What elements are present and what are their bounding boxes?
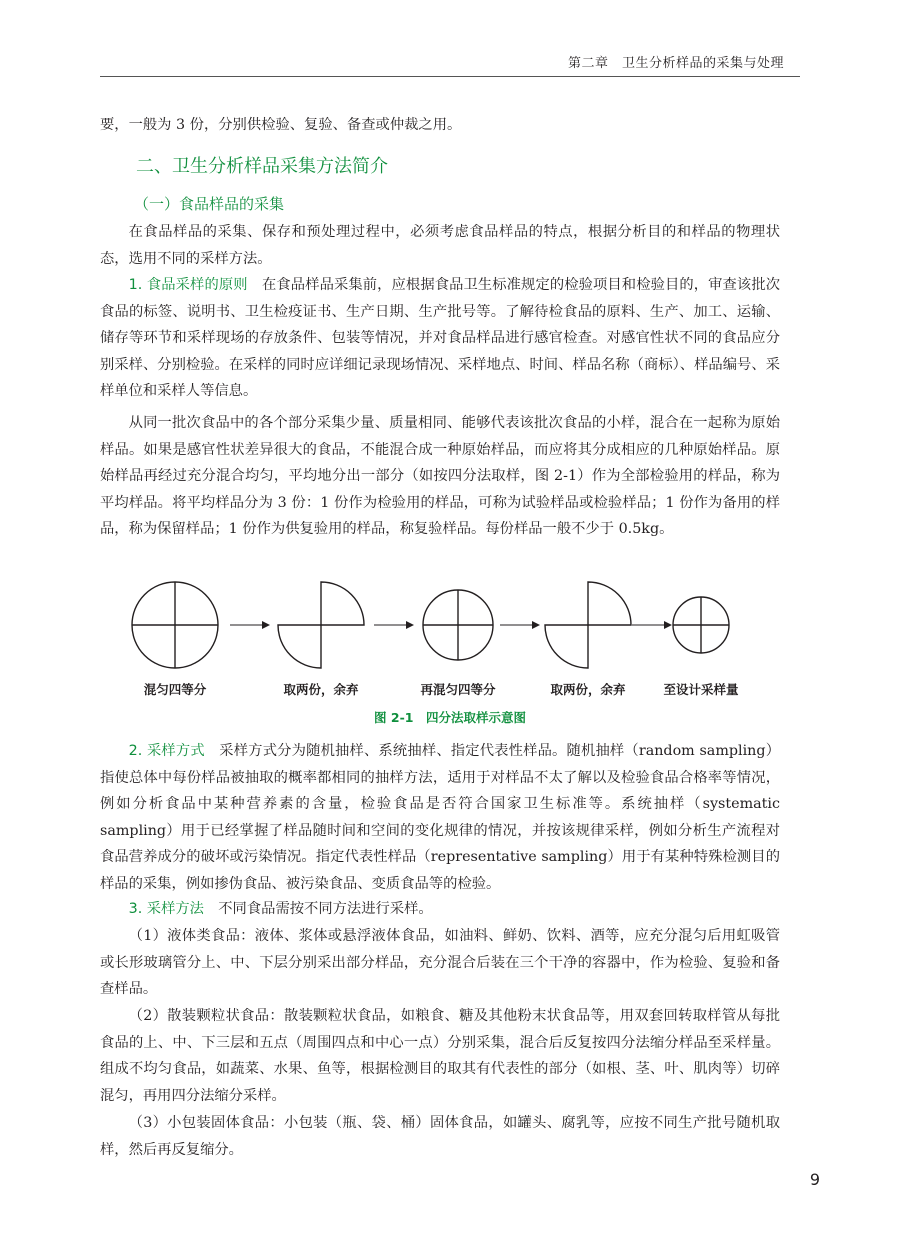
header-divider <box>100 76 800 77</box>
chapter-title: 第二章 卫生分析样品的采集与处理 <box>567 56 784 71</box>
step-label-5: 至设计采样量 <box>663 682 739 697</box>
quartering-diagram <box>0 580 900 690</box>
paragraph-text: 采样方式分为随机抽样、系统抽样、指定代表性样品。随机抽样（random sampling）指使总体中每份样品被抽取的概率都相同的抽样方法，适用于对样品不太了解以及检验食品合格率等情况，例如分析食品中某种营养素的含量，检验食品是否符合国家卫生标准等。系统抽样（systematic sampling）用于已经掌握了样品随时间和空间的变化规律的情况，并按该规律采样，例如分析生产流程对食品营养成分的破坏或污染情况。指定代表性样品（representative sampling）用于有某种特殊检测目的样品的采集，例如掺伪食品、被污染食品、变质食品等的检验。 <box>100 743 781 892</box>
paragraph-original-sample: 从同一批次食品中的各个部分采集少量、质量相同、能够代表该批次食品的小样，混合在一起称为原始样品。如果是感官性状差异很大的食品，不能混合成一种原始样品，而应将其分成相应的几种原始样品。原始样品再经过充分混合均匀，平均地分出一部分（如按四分法取样，图 2-1）作为全部检验用的样品，称为平均样品。将平均样品分为 3 份：1 份作为检验用的样品，可称为试验样品或检验样品；1 份作为备用的样品，称为保留样品；1 份作为供复验用的样品，称复验样品。每份样品一般不少于 0.5kg。 <box>100 415 780 537</box>
subsection-heading: （一）食品样品的采集 <box>134 195 285 213</box>
small-circle-quartered <box>673 597 729 653</box>
figure-caption: 图 2-1 四分法取样示意图 <box>374 710 526 725</box>
paragraph-text: 在食品样品采集前，应根据食品卫生标准规定的检验项目和检验目的，审查该批次食品的标签、说明书、卫生检疫证书、生产日期、生产批号等。了解待检食品的原料、生产、加工、运输、储存等环节和采样现场的存放条件、包装等情况，并对食品样品进行感官检查。对感官性状不同的食品应分别采样、分别检验。在采样的同时应详细记录现场情况、采样地点、时间、样品名称（商标）、样品编号、采样单位和采样人等信息。 <box>100 277 781 399</box>
paragraph-sampling-mode <box>100 738 780 897</box>
step-label-2: 取两份，余弃 <box>283 682 359 697</box>
paragraph-intro: 在食品样品的采集、保存和预处理过程中，必须考虑食品样品的特点，根据分析目的和样品的物理状态，选用不同的采样方法。 <box>100 224 780 267</box>
half-circle-diagonal <box>278 582 364 668</box>
mid-circle-quartered <box>423 590 493 660</box>
paragraph-lead: 1. 食品采样的原则 <box>128 277 248 293</box>
paragraph-continued: 要，一般为 3 份，分别供检验、复验、备查或仲裁之用。 <box>100 117 462 133</box>
paragraph-packaged-foods: （3）小包装固体食品：小包装（瓶、袋、桶）固体食品，如罐头、腐乳等，应按不同生产批号随机取样，然后再反复缩分。 <box>100 1115 780 1158</box>
paragraph-liquid-foods: （1）液体类食品：液体、浆体或悬浮液体食品，如油料、鲜奶、饮料、酒等，应充分混匀后用虹吸管或长形玻璃管分上、中、下层分别采出部分样品，充分混合后装在三个干净的容器中，作为检验、复验和备查样品。 <box>100 928 780 997</box>
step-label-4: 取两份，余弃 <box>550 682 626 697</box>
step-label-3: 再混匀四等分 <box>420 682 496 697</box>
half-circle-diagonal-2 <box>545 582 631 668</box>
paragraph-granular-foods: （2）散装颗粒状食品：散装颗粒状食品，如粮食、糖及其他粉末状食品等，用双套回转取样管从每批食品的上、中、下三层和五点（周围四点和中心一点）分别采集，混合后反复按四分法缩分样品至采样量。组成不均匀食品，如蔬菜、水果、鱼等，根据检测目的取其有代表性的部分（如根、茎、叶、肌肉等）切碎混匀，再用四分法缩分采样。 <box>100 1008 780 1104</box>
section-heading: 二、卫生分析样品采集方法简介 <box>136 156 388 177</box>
full-circle-quartered <box>132 582 218 668</box>
paragraph-sampling-principle <box>100 272 780 405</box>
paragraph-lead: 3. 采样方法 <box>128 901 204 917</box>
paragraph-text: 不同食品需按不同方法进行采样。 <box>203 901 433 917</box>
page-number: 9 <box>809 1170 820 1189</box>
step-label-1: 混匀四等分 <box>143 682 207 697</box>
paragraph-lead: 2. 采样方式 <box>128 743 205 759</box>
paragraph-sampling-method <box>100 896 780 923</box>
